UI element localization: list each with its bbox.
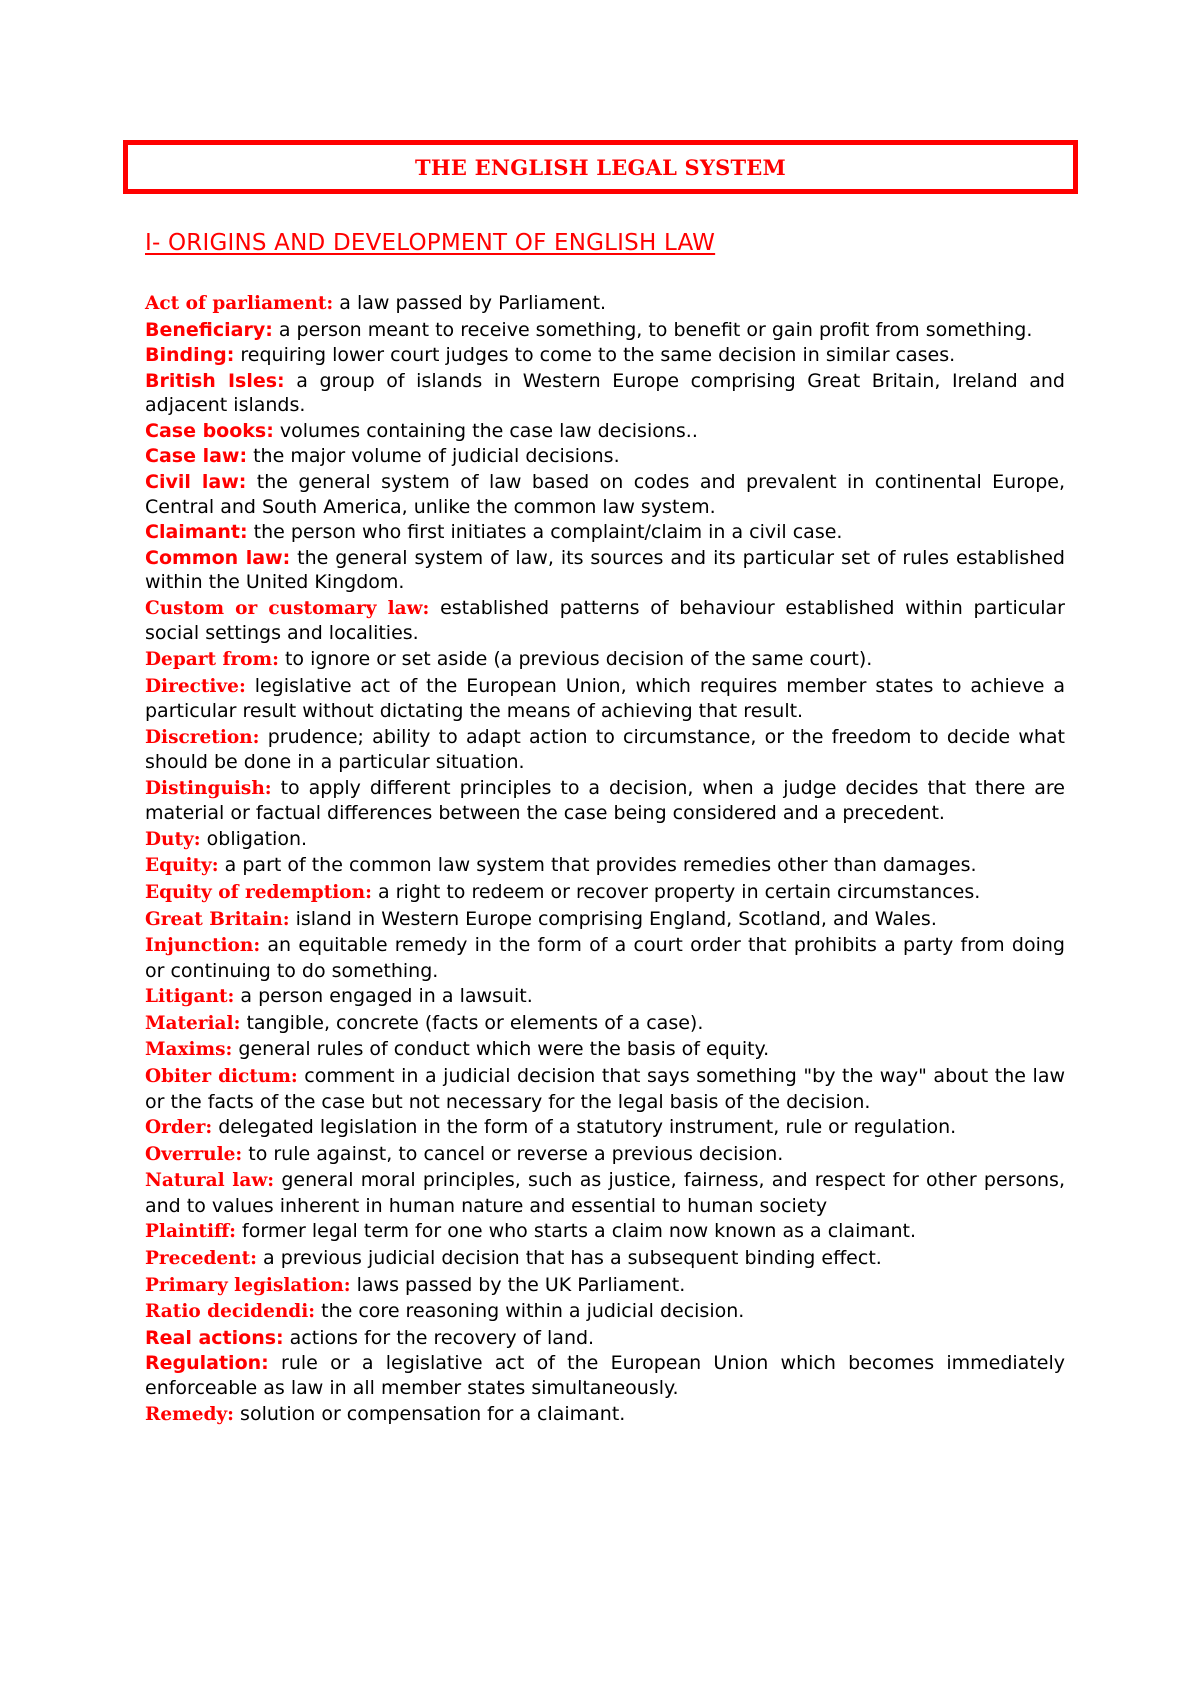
glossary-entry (145, 520, 1065, 545)
glossary-entry (145, 827, 1065, 853)
glossary-definition: delegated legislation in the form of a statutory instrument, rule or regulation. (212, 1116, 957, 1139)
glossary-definition: to ignore or set aside (a previous decision of the same court). (278, 647, 873, 670)
glossary-term: Litigant: (145, 986, 235, 1008)
glossary-definition: general moral principles, such as justice, fairness, and respect for other persons, and to values inherent in human nature and essential to human society (145, 1169, 1065, 1217)
glossary-definition: the major volume of judicial decisions. (247, 445, 620, 468)
glossary-entry (145, 647, 1065, 673)
glossary-entry (145, 1064, 1065, 1114)
glossary-definition: an equitable remedy in the form of a court order that prohibits a party from doing or continuing to do something. (145, 934, 1065, 982)
glossary-definition: island in Western Europe comprising England, Scotland, and Wales. (289, 907, 937, 930)
glossary-entry (145, 1351, 1065, 1400)
glossary-entry (145, 907, 1065, 933)
glossary-term: Depart from: (145, 648, 279, 670)
glossary-definition: the person who first initiates a complaint/claim in a civil case. (247, 521, 843, 544)
glossary-entry (145, 674, 1065, 724)
glossary-entry (145, 984, 1065, 1010)
document-title: THE ENGLISH LEGAL SYSTEM (415, 154, 786, 180)
glossary-definition: legislative act of the European Union, which requires member states to achieve a particular result without dictating the means of achieving that result. (145, 674, 1065, 723)
glossary-term: Real actions: (145, 1326, 284, 1349)
glossary-term: Overrule: (145, 1143, 243, 1165)
glossary-definition: a person meant to receive something, to benefit or gain profit from something. (272, 318, 1033, 341)
glossary-term: Order: (145, 1117, 213, 1139)
glossary-entry (145, 880, 1065, 906)
glossary-term: Maxims: (145, 1039, 233, 1061)
glossary-list (145, 291, 1065, 1428)
glossary-entry (145, 1219, 1065, 1245)
glossary-entry (145, 1273, 1065, 1299)
glossary-definition: to apply different principles to a decision, when a judge decides that there are material or factual differences between the case being considered and a precedent. (145, 776, 1065, 825)
glossary-term: British Isles: (145, 369, 285, 392)
glossary-term: Distinguish: (145, 777, 272, 799)
title-box (123, 140, 1078, 194)
glossary-entry (145, 776, 1065, 826)
glossary-term: Ratio decidendi: (145, 1301, 316, 1323)
glossary-term: Claimant: (145, 521, 248, 544)
glossary-entry (145, 444, 1065, 469)
glossary-term: Remedy: (145, 1403, 235, 1425)
glossary-entry (145, 470, 1065, 519)
glossary-definition: a right to redeem or recover property in certain circumstances. (371, 881, 981, 903)
glossary-entry (145, 291, 1065, 317)
glossary-entry (145, 318, 1065, 343)
glossary-definition: volumes containing the case law decisions.. (273, 419, 698, 442)
glossary-entry (145, 1142, 1065, 1168)
glossary-definition: rule or a legislative act of the European Union which becomes immediately enforceable as law in all member states simultaneously. (145, 1352, 1065, 1399)
glossary-term: Primary legislation: (145, 1274, 351, 1296)
glossary-term: Material: (145, 1012, 241, 1034)
glossary-term: Precedent: (145, 1248, 257, 1270)
glossary-term: Regulation: (145, 1352, 269, 1375)
glossary-entry (145, 546, 1065, 595)
glossary-term: Civil law: (145, 471, 247, 494)
glossary-definition: the general system of law, its sources and its particular set of rules established within the United Kingdom. (145, 546, 1065, 594)
glossary-term: Equity: (145, 855, 219, 877)
glossary-definition: a law passed by Parliament. (333, 292, 607, 314)
glossary-term: Beneficiary: (145, 318, 273, 341)
section-heading: I- ORIGINS AND DEVELOPMENT OF ENGLISH LAW (145, 230, 716, 256)
glossary-term: Duty: (145, 828, 201, 850)
glossary-definition: a part of the common law system that provides remedies other than damages. (218, 854, 977, 877)
glossary-definition: prudence; ability to adapt action to circumstance, or the freedom to decide what should be done in a particular situation. (145, 725, 1065, 774)
glossary-term: Obiter dictum: (145, 1066, 298, 1088)
glossary-entry (145, 369, 1065, 418)
glossary-definition: requiring lower court judges to come to the same decision in similar cases. (234, 344, 956, 367)
glossary-term: Case law: (145, 445, 248, 468)
glossary-definition: solution or compensation for a claimant. (234, 1402, 626, 1425)
glossary-term: Equity of redemption: (145, 882, 372, 903)
glossary-definition: the general system of law based on codes and prevalent in continental Europe, Central and South America, unlike the common law system. (145, 471, 1066, 518)
glossary-definition: former legal term for one who starts a claim now known as a claimant. (236, 1220, 917, 1243)
glossary-definition: actions for the recovery of land. (283, 1326, 595, 1349)
glossary-definition: to rule against, to cancel or reverse a previous decision. (242, 1142, 784, 1165)
glossary-term: Custom or customary law: (145, 597, 430, 619)
glossary-definition: established patterns of behaviour established within particular social settings and localities. (145, 596, 1065, 645)
glossary-entry (145, 853, 1065, 879)
glossary-entry (145, 725, 1065, 775)
glossary-term: Injunction: (145, 935, 261, 957)
glossary-definition: a person engaged in a lawsuit. (234, 985, 533, 1008)
glossary-definition: a previous judicial decision that has a subsequent binding effect. (257, 1247, 882, 1270)
glossary-entry (145, 1326, 1065, 1351)
glossary-term: Act of parliament: (145, 293, 334, 314)
glossary-term: Discretion: (145, 726, 260, 748)
glossary-entry (145, 933, 1065, 983)
glossary-entry (145, 1011, 1065, 1037)
glossary-entry (145, 1037, 1065, 1063)
glossary-definition: obligation. (200, 827, 308, 850)
glossary-entry (145, 1168, 1065, 1218)
glossary-term: Natural law: (145, 1170, 275, 1192)
glossary-definition: laws passed by the UK Parliament. (350, 1273, 686, 1296)
glossary-term: Plaintiff: (145, 1221, 236, 1243)
glossary-entry (145, 343, 1065, 368)
glossary-definition: the core reasoning within a judicial decision. (315, 1300, 745, 1323)
glossary-term: Directive: (145, 675, 246, 697)
glossary-term: Common law: (145, 546, 291, 569)
glossary-definition: comment in a judicial decision that says something "by the way" about the law or the facts of the case but not necessary for the legal basis of the decision. (145, 1065, 1065, 1113)
glossary-entry (145, 1246, 1065, 1272)
glossary-term: Great Britain: (145, 908, 290, 930)
glossary-entry (145, 419, 1065, 444)
glossary-term: Case books: (145, 419, 274, 442)
glossary-definition: a group of islands in Western Europe comprising Great Britain, Ireland and adjacent islands. (145, 369, 1065, 417)
glossary-entry (145, 1115, 1065, 1141)
glossary-entry (145, 1299, 1065, 1325)
glossary-term: Binding: (145, 344, 235, 367)
glossary-entry (145, 1402, 1065, 1428)
glossary-entry (145, 596, 1065, 646)
glossary-definition: tangible, concrete (facts or elements of a case). (240, 1011, 704, 1034)
glossary-definition: general rules of conduct which were the basis of equity. (232, 1038, 770, 1061)
